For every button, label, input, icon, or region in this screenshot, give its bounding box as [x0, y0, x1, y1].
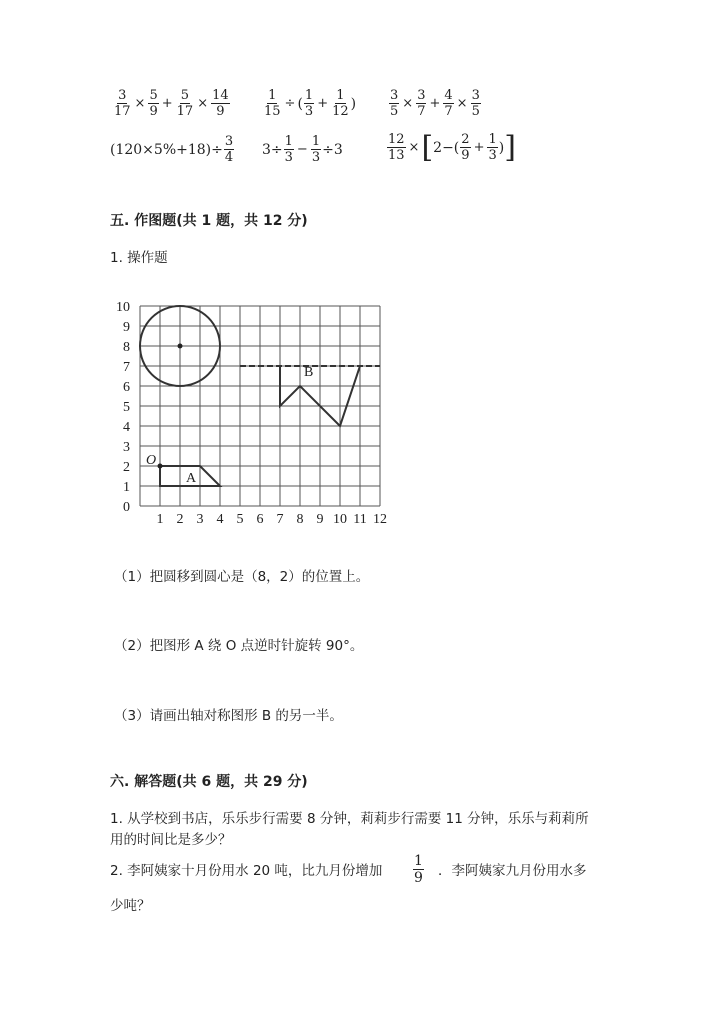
shape-b-label: B: [304, 365, 314, 380]
circle-center-dot: [178, 344, 183, 349]
x-tick-label: 11: [353, 512, 367, 527]
fraction: $\frac{14}{9}$: [212, 88, 229, 119]
y-axis-ticks: [116, 300, 130, 515]
y-tick-label: 4: [123, 420, 130, 435]
fraction: $\frac{1}{12}$: [332, 88, 349, 119]
x-tick-label: 8: [296, 512, 304, 527]
task-1: （1）把圆移到圆心是（8，2）的位置上。: [114, 569, 370, 585]
fraction: $\frac{4}{7}$: [444, 88, 453, 119]
fraction: $\frac{3}{7}$: [417, 88, 426, 119]
x-tick-label: 7: [276, 512, 284, 527]
section-5-title: 五. 作图题(共 1 题，共 12 分): [110, 213, 308, 229]
y-tick-label: 6: [123, 380, 130, 395]
fraction: $\frac{1}{3}$: [304, 88, 314, 119]
y-tick-label: 1: [123, 480, 130, 495]
question-1-title: 1. 操作题: [110, 250, 168, 266]
task-3: （3）请画出轴对称图形 B 的另一半。: [114, 708, 343, 724]
coordinate-grid: [110, 296, 400, 528]
fraction: $\frac{3}{5}$: [471, 88, 480, 119]
x-tick-label: 1: [156, 512, 164, 527]
question-2-part-1: 2. 李阿姨家十月份用水 20 吨，比九月份增加: [110, 863, 383, 879]
fraction: $\frac{1}{3}$: [284, 134, 293, 165]
section-6-title: 六. 解答题(共 6 题，共 29 分): [110, 774, 308, 790]
y-tick-label: 0: [123, 500, 130, 515]
y-tick-label: 5: [123, 400, 130, 415]
calc-expression-1: $\frac{3}{17}$ × $\frac{5}{9}$ + $\frac{5}{17}$ × $\frac{14}{9}$: [114, 88, 229, 119]
x-tick-label: 3: [196, 512, 204, 527]
calc-expression-6: $\frac{12}{13}$ × [ 2−( $\frac{2}{9}$ + $\frac{1}{3}$ ) ]: [388, 129, 516, 165]
origin-point: [158, 464, 163, 469]
fraction: $\frac{12}{13}$: [388, 132, 405, 163]
y-tick-label: 3: [123, 440, 130, 455]
y-tick-label: 9: [123, 320, 130, 335]
fraction: $\frac{3}{5}$: [390, 88, 399, 119]
fraction: $\frac{1}{15}$: [264, 88, 281, 119]
fraction: $\frac{5}{17}$: [176, 88, 194, 119]
question-2-fraction: $\frac{1}{9}$: [414, 853, 423, 886]
fraction: $\frac{3}{4}$: [224, 134, 234, 165]
question-1-line-1: 1. 从学校到书店，乐乐步行需要 8 分钟，莉莉步行需要 11 分钟，乐乐与莉莉所: [110, 811, 589, 827]
x-tick-label: 5: [236, 512, 244, 527]
y-tick-label: 10: [116, 300, 130, 315]
task-2: （2）把图形 A 绕 O 点逆时针旋转 90°。: [114, 638, 364, 654]
fraction: $\frac{1}{3}$: [311, 134, 321, 165]
x-tick-label: 10: [333, 512, 347, 527]
x-tick-label: 9: [316, 512, 324, 527]
calc-expression-5: 3÷ $\frac{1}{3}$ − $\frac{1}{3}$ ÷3: [262, 134, 343, 165]
grid-lines: [140, 306, 380, 506]
x-tick-label: 12: [373, 512, 387, 527]
shape-a-label: A: [186, 471, 197, 486]
question-1-line-2: 用的时间比是多少？: [110, 832, 232, 848]
fraction: $\frac{2}{9}$: [461, 132, 470, 163]
x-axis-ticks: [157, 512, 388, 527]
fraction: $\frac{3}{17}$: [114, 88, 131, 119]
calc-expression-2: $\frac{1}{15}$ ÷ ( $\frac{1}{3}$ + $\frac{1}{12}$ ): [264, 88, 357, 119]
fraction: $\frac{1}{3}$: [488, 132, 497, 163]
y-tick-label: 2: [123, 460, 130, 475]
calc-expression-3: $\frac{3}{5}$ × $\frac{3}{7}$ + $\frac{4}{7}$ × $\frac{3}{5}$: [390, 88, 480, 119]
question-2-line-2: 少吨？: [110, 898, 151, 914]
x-tick-label: 6: [256, 512, 264, 527]
y-tick-label: 7: [123, 360, 130, 375]
x-tick-label: 4: [216, 512, 224, 527]
fraction: $\frac{5}{9}$: [149, 88, 158, 119]
origin-label: O: [146, 453, 157, 468]
x-tick-label: 2: [176, 512, 184, 527]
calc-expression-4: (120×5%+18)÷ $\frac{3}{4}$: [110, 134, 234, 165]
y-tick-label: 8: [123, 340, 130, 355]
question-2-part-2: ．李阿姨家九月份用水多: [438, 863, 587, 879]
